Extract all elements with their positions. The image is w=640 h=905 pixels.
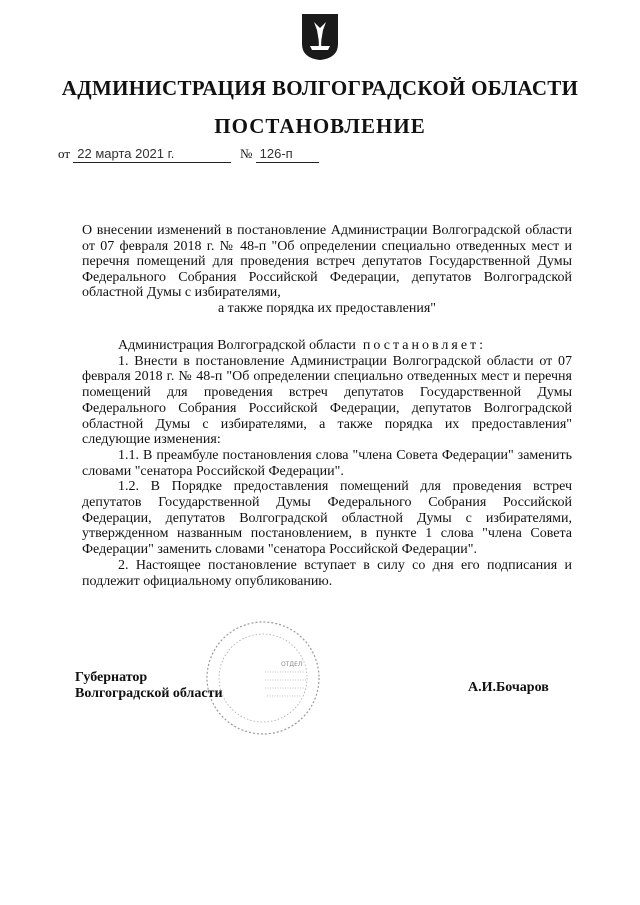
document-type-title: ПОСТАНОВЛЕНИЕ [214, 114, 426, 138]
document-body [82, 338, 572, 589]
number-value: 126-п [256, 146, 319, 163]
date-prefix: от [58, 146, 71, 161]
paragraph-2: 2. Настоящее постановление вступает в силу со дня его подписания и подлежит официальному опубликованию. [82, 557, 572, 589]
number-line [240, 146, 319, 163]
number-prefix: № [240, 146, 253, 161]
organization-title: АДМИНИСТРАЦИЯ ВОЛГОГРАДСКОЙ ОБЛАСТИ [61, 76, 579, 100]
stamp-inner-text: ОТДЕЛ [281, 661, 303, 668]
lead-action: постановляет: [362, 338, 487, 353]
coat-of-arms-emblem [300, 12, 340, 62]
document-subject [82, 223, 572, 316]
paragraph-1-2: 1.2. В Порядке предоставления помещений для проведения встреч депутатов Государственной Думы Федерального Собрания Российской Федерации, депутатов Волгоградской областной Думы с избирателями, утвержденном названным постановлением, в пункте 1 слова "члена Совета Федерации" заменить словами "сенатора Российской Федерации". [82, 479, 572, 558]
lead-sentence [82, 338, 572, 354]
date-line [58, 146, 231, 163]
subject-last-line: а также порядка их предоставления" [217, 300, 437, 316]
position-line-1: Губернатор [75, 670, 148, 685]
signatory-position [75, 670, 223, 702]
subject-text: О внесении изменений в постановление Администрации Волгоградской области от 07 февраля 2018 г. № 48-п "Об определении специально отведенных мест и перечня помещений для проведения встреч депутатов Государственной Думы Федерального Собрания Российской Федерации, депутатов Волгоградской областной Думы с избирателями, [82, 223, 572, 300]
position-line-2: Волгоградской области [75, 686, 223, 701]
lead-text: Администрация Волгоградской области [118, 338, 356, 353]
date-value: 22 марта 2021 г. [73, 146, 231, 163]
paragraph-1-1: 1.1. В преамбуле постановления слова "члена Совета Федерации" заменить словами "сенатора Российской Федерации". [82, 447, 572, 479]
paragraph-1: 1. Внести в постановление Администрации Волгоградской области от 07 февраля 2018 г. № 48-п "Об определении специально отведенных мест и перечня помещений для проведения встреч депутатов Государственной Думы Федерального Собрания Российской Федерации, депутатов Волгоградской областной Думы с избирателями, а также порядка их предоставления" следующие изменения: [82, 353, 572, 448]
signatory-name: А.И.Бочаров [468, 680, 549, 695]
